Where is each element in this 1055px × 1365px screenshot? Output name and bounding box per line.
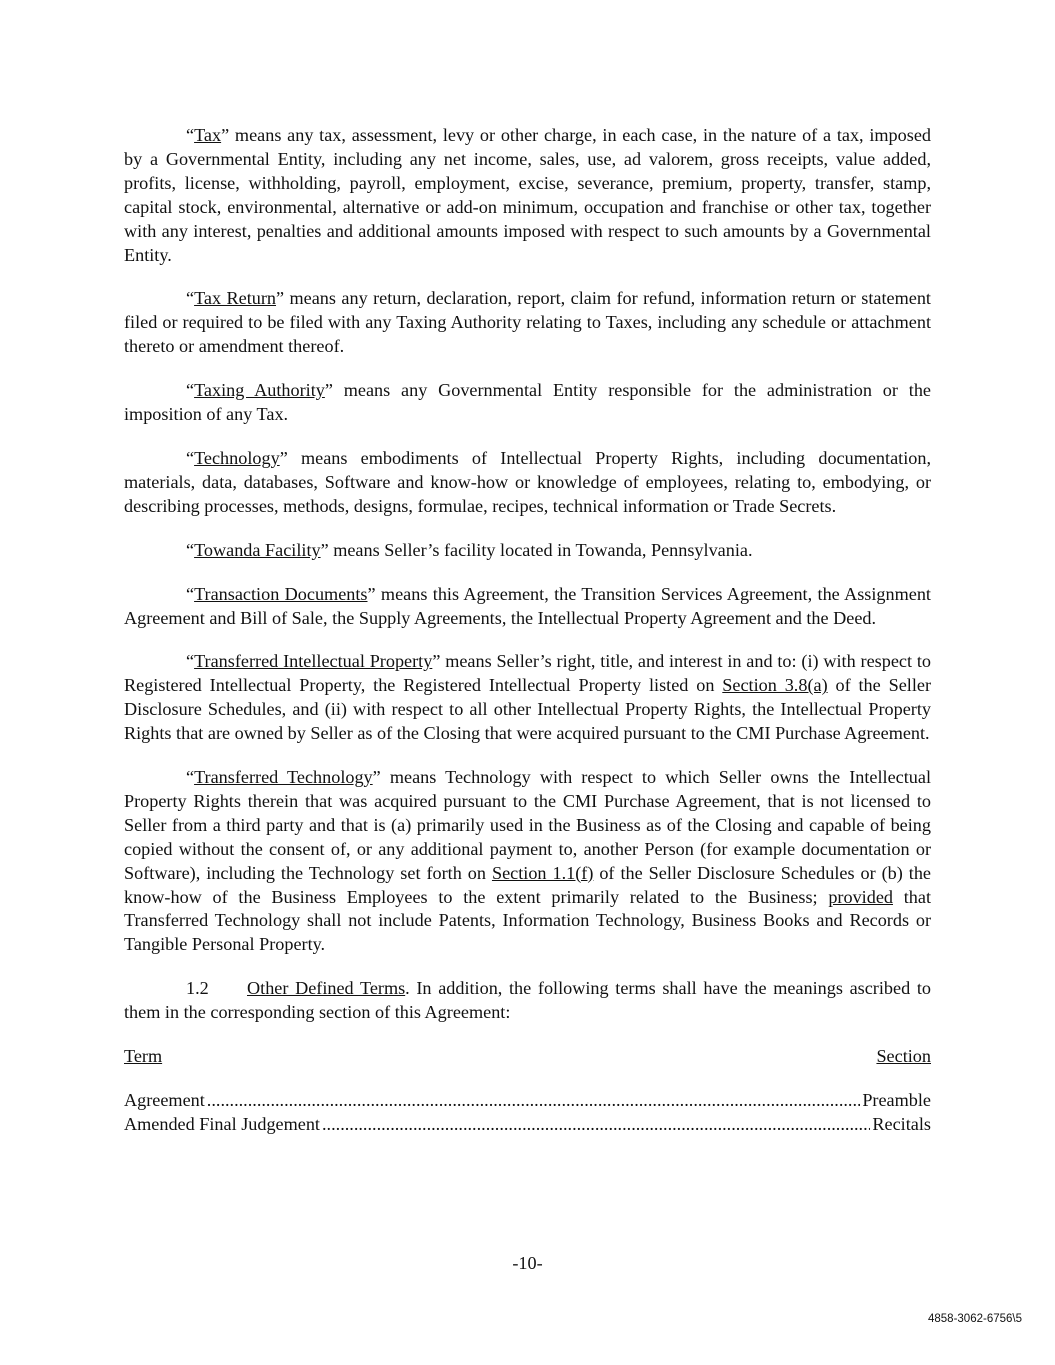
definition-towanda-facility: “Towanda Facility” means Seller’s facility located in Towanda, Pennsylvania.: [186, 539, 753, 560]
definition-text: that Transferred Technology shall not include Patents, Information Technology, Business Books and Records or Tangible Personal Property.: [124, 886, 931, 955]
provided-term: provided: [828, 886, 893, 907]
section-column-header: Section: [876, 1046, 931, 1067]
definition-transferred-technology: “Transferred Technology” means Technology with respect to which Seller owns the Intellectual Property Rights therein that was acquired pursuant to the CMI Purchase Agreement, that is not licensed to Seller from a third party and that is (a) primarily used in the Business as of the Closing and capable of being copied without the consent of, or any additional payment to, another Person (for example documentation or Software), including the Technology set forth on Section 1.1(f) of the Seller Disclosure Schedules or (b) the know-how of the Business Employees to the extent primarily related to the Business; provided that Transferred Technology shall not include Patents, Information Technology, Business Books and Records or Tangible Personal Property.: [124, 767, 931, 955]
definition-text: ” means any return, declaration, report, claim for refund, information return or statement filed or required to be filed with any Taxing Authority relating to Taxes, including any schedule or attachment thereto or amendment thereof.: [124, 288, 931, 357]
dot-leader: [322, 1113, 870, 1137]
term-cell: Agreement: [124, 1090, 205, 1110]
definition-text: ” means Technology with respect to which Seller owns the Intellectual Property Rights therein that was acquired pursuant to the CMI Purchase Agreement, that is not licensed to Seller from a third party and that is (a) primarily used in the Business as of the Closing and capable of being copied without the consent of, or any additional payment to, another Person (for example documentation or Software), including the Technology set forth on: [124, 767, 931, 883]
definition-text: ” means this Agreement, the Transition Services Agreement, the Assignment Agreement and Bill of Sale, the Supply Agreements, the Intellectual Property Agreement and the Deed.: [124, 583, 931, 628]
defined-term: Tax: [194, 125, 222, 145]
definition-transaction-documents: “Transaction Documents” means this Agreement, the Transition Services Agreement, the Assignment Agreement and Bill of Sale, the Supply Agreements, the Intellectual Property Agreement and the Deed.: [124, 583, 931, 628]
document-id: 4858-3062-6756\5: [928, 1313, 1022, 1325]
table-row: [124, 1089, 931, 1113]
term-column-header: Term: [124, 1046, 163, 1067]
section-number: 1.2: [186, 978, 209, 999]
defined-term: Technology: [194, 447, 280, 468]
table-row: [124, 1113, 931, 1137]
defined-term: Transferred Technology: [194, 767, 373, 788]
definition-taxing-authority: “Taxing Authority” means any Governmental Entity responsible for the administration or the imposition of any Tax.: [124, 380, 931, 425]
definition-text: ” means any Governmental Entity responsible for the administration or the imposition of any Tax.: [124, 380, 931, 425]
definition-transferred-ip: “Transferred Intellectual Property” means Seller’s right, title, and interest in and to: (i) with respect to Registered Intellectual Property, the Registered Intellectual Property listed on Section 3.8(a) of the Seller Disclosure Schedules, and (ii) with respect to all other Intellectual Property Rights, the Intellectual Property Rights that are owned by Seller as of the Closing that were acquired pursuant to the CMI Purchase Agreement.: [124, 651, 931, 744]
definition-text: ” means Seller’s right, title, and interest in and to: (i) with respect to Registered Intellectual Property, the Registered Intellectual Property listed on: [124, 651, 931, 696]
section-text: . In addition, the following terms shall have the meanings ascribed to them in the corresponding section of this Agreement:: [124, 978, 931, 1023]
definition-text: ” means Seller’s facility located in Towanda, Pennsylvania.: [320, 539, 753, 560]
definition-technology: “Technology” means embodiments of Intellectual Property Rights, including documentation, materials, data, databases, Software and know-how or knowledge of employees, relating to, embodying, or describing processes, methods, designs, formulae, recipes, technical information or Trade Secrets.: [124, 447, 931, 516]
terms-table-header: [124, 1045, 931, 1069]
defined-term: Towanda Facility: [194, 539, 321, 560]
section-cell: Recitals: [872, 1113, 931, 1134]
section-cell: Preamble: [862, 1090, 931, 1110]
defined-term: Transaction Documents: [194, 583, 368, 604]
term-cell: Amended Final Judgement: [124, 1113, 320, 1134]
section-title: Other Defined Terms: [247, 978, 406, 999]
dot-leader: [207, 1089, 861, 1113]
section-1-2: [124, 977, 931, 1025]
definition-tax: “Tax” means any tax, assessment, levy or other charge, in each case, in the nature of a tax, imposed by a Governmental Entity, including any net income, sales, use, ad valorem, gross receipts, value added, profits, license, withholding, payroll, employment, excise, severance, premium, property, transfer, stamp, capital stock, environmental, alternative or add-on minimum, occupation and franchise or other tax, together with any interest, penalties and additional amounts imposed with respect to such amounts by a Governmental Entity.: [124, 125, 931, 265]
definition-text: of the Seller Disclosure Schedules, and (ii) with respect to all other Intellectual Property Rights, the Intellectual Property Rights that are owned by Seller as of the Closing that were acquired pursuant to the CMI Purchase Agreement.: [124, 675, 931, 744]
defined-term: Taxing Authority: [194, 380, 325, 401]
definition-text: of the Seller Disclosure Schedules or (b) the know-how of the Business Employees to the extent primarily related to the Business;: [124, 862, 931, 907]
definition-text: ” means any tax, assessment, levy or other charge, in each case, in the nature of a tax, imposed by a Governmental Entity, including any net income, sales, use, ad valorem, gross receipts, value added, profits, license, withholding, payroll, employment, excise, severance, premium, property, transfer, stamp, capital stock, environmental, alternative or add-on minimum, occupation and franchise or other tax, together with any interest, penalties and additional amounts imposed with respect to such amounts by a Governmental Entity.: [124, 125, 931, 265]
defined-term: Transferred Intellectual Property: [194, 651, 433, 672]
page-number: -10-: [512, 1253, 543, 1273]
definition-tax-return: “Tax Return” means any return, declaration, report, claim for refund, information return or statement filed or required to be filed with any Taxing Authority relating to Taxes, including any schedule or attachment thereto or amendment thereof.: [124, 288, 931, 357]
defined-term: Tax Return: [194, 288, 277, 309]
section-reference: Section 1.1(f): [491, 862, 594, 883]
definition-text: ” means embodiments of Intellectual Property Rights, including documentation, materials, data, databases, Software and know-how or knowledge of employees, relating to, embodying, or describing processes, methods, designs, formulae, recipes, technical information or Trade Secrets.: [124, 447, 931, 516]
section-reference: Section 3.8(a): [722, 675, 828, 696]
document-page: [124, 124, 931, 1137]
